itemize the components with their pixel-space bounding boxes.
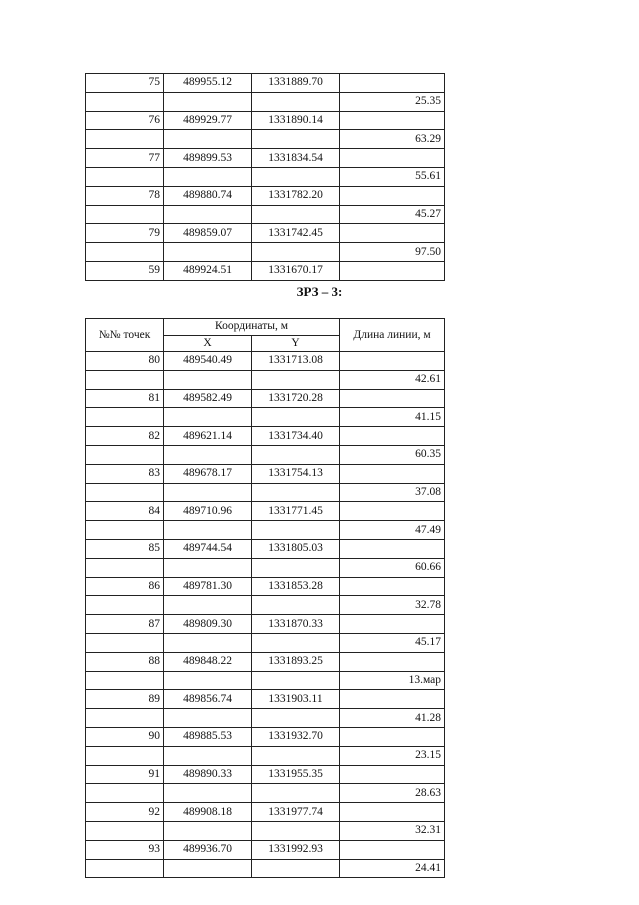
point-row (86, 186, 445, 205)
table-header (86, 319, 445, 352)
line-length-cell: 32.78 (340, 596, 445, 615)
length-row (86, 370, 445, 389)
x-coordinate-cell (164, 596, 252, 615)
y-coordinate-cell: 1331720.28 (252, 389, 340, 408)
length-row (86, 408, 445, 427)
header-points: №№ точек (86, 319, 164, 352)
point-number-cell: 86 (86, 577, 164, 596)
y-coordinate-cell: 1331754.13 (252, 464, 340, 483)
point-number-cell (86, 596, 164, 615)
length-row (86, 596, 445, 615)
header-line-length: Длина линии, м (340, 319, 445, 352)
x-coordinate-cell: 489885.53 (164, 727, 252, 746)
x-coordinate-cell: 489880.74 (164, 186, 252, 205)
y-coordinate-cell (252, 445, 340, 464)
x-coordinate-cell: 489859.07 (164, 224, 252, 243)
point-number-cell (86, 408, 164, 427)
y-coordinate-cell: 1331771.45 (252, 502, 340, 521)
length-row (86, 243, 445, 262)
y-coordinate-cell (252, 483, 340, 502)
point-number-cell: 76 (86, 111, 164, 130)
point-number-cell (86, 92, 164, 111)
y-coordinate-cell: 1331890.14 (252, 111, 340, 130)
line-length-cell: 28.63 (340, 784, 445, 803)
point-number-cell (86, 167, 164, 186)
y-coordinate-cell: 1331889.70 (252, 74, 340, 93)
point-row (86, 652, 445, 671)
x-coordinate-cell: 489582.49 (164, 389, 252, 408)
line-length-cell (340, 261, 445, 280)
x-coordinate-cell: 489924.51 (164, 261, 252, 280)
line-length-cell: 45.17 (340, 633, 445, 652)
point-number-cell: 91 (86, 765, 164, 784)
point-number-cell: 90 (86, 727, 164, 746)
point-number-cell (86, 370, 164, 389)
point-row (86, 502, 445, 521)
length-row (86, 445, 445, 464)
point-number-cell: 59 (86, 261, 164, 280)
x-coordinate-cell (164, 130, 252, 149)
length-row (86, 92, 445, 111)
y-coordinate-cell: 1331853.28 (252, 577, 340, 596)
line-length-cell (340, 149, 445, 168)
x-coordinate-cell (164, 671, 252, 690)
y-coordinate-cell (252, 370, 340, 389)
line-length-cell (340, 502, 445, 521)
point-number-cell (86, 130, 164, 149)
y-coordinate-cell (252, 784, 340, 803)
line-length-cell: 42.61 (340, 370, 445, 389)
point-number-cell: 89 (86, 690, 164, 709)
line-length-cell: 23.15 (340, 746, 445, 765)
y-coordinate-cell (252, 408, 340, 427)
table-body (86, 352, 445, 878)
line-length-cell (340, 427, 445, 446)
y-coordinate-cell: 1331742.45 (252, 224, 340, 243)
point-number-cell (86, 709, 164, 728)
x-coordinate-cell: 489936.70 (164, 840, 252, 859)
header-coordinates: Координаты, м (164, 319, 340, 336)
y-coordinate-cell: 1331893.25 (252, 652, 340, 671)
x-coordinate-cell: 489856.74 (164, 690, 252, 709)
line-length-cell: 24.41 (340, 859, 445, 878)
y-coordinate-cell: 1331992.93 (252, 840, 340, 859)
point-number-cell (86, 784, 164, 803)
y-coordinate-cell: 1331932.70 (252, 727, 340, 746)
section-title: ЗРЗ – 3: (296, 284, 343, 299)
point-number-cell (86, 445, 164, 464)
point-number-cell (86, 521, 164, 540)
point-row (86, 727, 445, 746)
point-row (86, 464, 445, 483)
point-row (86, 427, 445, 446)
point-row (86, 352, 445, 371)
point-number-cell: 93 (86, 840, 164, 859)
x-coordinate-cell (164, 243, 252, 262)
line-length-cell: 41.15 (340, 408, 445, 427)
x-coordinate-cell: 489710.96 (164, 502, 252, 521)
line-length-cell: 55.61 (340, 167, 445, 186)
line-length-cell: 47.49 (340, 521, 445, 540)
x-coordinate-cell (164, 408, 252, 427)
line-length-cell: 60.66 (340, 558, 445, 577)
line-length-cell (340, 224, 445, 243)
line-length-cell (340, 464, 445, 483)
line-length-cell: 63.29 (340, 130, 445, 149)
x-coordinate-cell: 489848.22 (164, 652, 252, 671)
y-coordinate-cell: 1331834.54 (252, 149, 340, 168)
x-coordinate-cell (164, 859, 252, 878)
x-coordinate-cell (164, 167, 252, 186)
point-number-cell: 80 (86, 352, 164, 371)
point-number-cell: 75 (86, 74, 164, 93)
y-coordinate-cell: 1331903.11 (252, 690, 340, 709)
y-coordinate-cell (252, 859, 340, 878)
x-coordinate-cell: 489781.30 (164, 577, 252, 596)
point-number-cell (86, 746, 164, 765)
line-length-cell (340, 803, 445, 822)
y-coordinate-cell (252, 821, 340, 840)
point-number-cell: 88 (86, 652, 164, 671)
length-row (86, 130, 445, 149)
length-row (86, 859, 445, 878)
length-row (86, 784, 445, 803)
y-coordinate-cell (252, 130, 340, 149)
x-coordinate-cell: 489744.54 (164, 539, 252, 558)
line-length-cell (340, 186, 445, 205)
line-length-cell: 13.мар (340, 671, 445, 690)
x-coordinate-cell (164, 483, 252, 502)
point-row (86, 803, 445, 822)
y-coordinate-cell: 1331734.40 (252, 427, 340, 446)
y-coordinate-cell (252, 558, 340, 577)
point-number-cell: 92 (86, 803, 164, 822)
point-number-cell (86, 205, 164, 224)
line-length-cell: 32.31 (340, 821, 445, 840)
x-coordinate-cell (164, 821, 252, 840)
point-number-cell: 77 (86, 149, 164, 168)
y-coordinate-cell (252, 746, 340, 765)
line-length-cell: 41.28 (340, 709, 445, 728)
point-row (86, 765, 445, 784)
point-number-cell: 83 (86, 464, 164, 483)
x-coordinate-cell: 489890.33 (164, 765, 252, 784)
line-length-cell (340, 74, 445, 93)
line-length-cell (340, 727, 445, 746)
point-number-cell (86, 859, 164, 878)
table-body (86, 74, 445, 281)
x-coordinate-cell: 489540.49 (164, 352, 252, 371)
length-row (86, 821, 445, 840)
y-coordinate-cell (252, 521, 340, 540)
coordinates-table-zrz-3 (85, 318, 445, 878)
coordinates-table-continued (85, 73, 445, 281)
point-row (86, 111, 445, 130)
y-coordinate-cell: 1331782.20 (252, 186, 340, 205)
y-coordinate-cell (252, 633, 340, 652)
line-length-cell (340, 840, 445, 859)
x-coordinate-cell: 489899.53 (164, 149, 252, 168)
point-number-cell: 82 (86, 427, 164, 446)
line-length-cell (340, 690, 445, 709)
point-number-cell (86, 633, 164, 652)
line-length-cell: 60.35 (340, 445, 445, 464)
x-coordinate-cell: 489678.17 (164, 464, 252, 483)
point-row (86, 539, 445, 558)
y-coordinate-cell (252, 167, 340, 186)
x-coordinate-cell (164, 521, 252, 540)
x-coordinate-cell (164, 445, 252, 464)
point-row (86, 149, 445, 168)
point-number-cell (86, 821, 164, 840)
x-coordinate-cell (164, 746, 252, 765)
point-row (86, 261, 445, 280)
y-coordinate-cell (252, 92, 340, 111)
length-row (86, 709, 445, 728)
point-number-cell: 84 (86, 502, 164, 521)
point-number-cell: 81 (86, 389, 164, 408)
y-coordinate-cell: 1331670.17 (252, 261, 340, 280)
line-length-cell (340, 615, 445, 634)
header-x: X (164, 335, 252, 352)
x-coordinate-cell: 489955.12 (164, 74, 252, 93)
line-length-cell (340, 389, 445, 408)
point-number-cell: 85 (86, 539, 164, 558)
point-number-cell: 78 (86, 186, 164, 205)
y-coordinate-cell: 1331870.33 (252, 615, 340, 634)
x-coordinate-cell (164, 709, 252, 728)
y-coordinate-cell (252, 709, 340, 728)
line-length-cell: 37.08 (340, 483, 445, 502)
x-coordinate-cell (164, 784, 252, 803)
x-coordinate-cell (164, 92, 252, 111)
line-length-cell (340, 111, 445, 130)
point-number-cell (86, 243, 164, 262)
x-coordinate-cell (164, 558, 252, 577)
y-coordinate-cell (252, 596, 340, 615)
line-length-cell: 45.27 (340, 205, 445, 224)
length-row (86, 167, 445, 186)
y-coordinate-cell (252, 205, 340, 224)
point-row (86, 74, 445, 93)
point-row (86, 389, 445, 408)
line-length-cell (340, 539, 445, 558)
length-row (86, 205, 445, 224)
y-coordinate-cell: 1331955.35 (252, 765, 340, 784)
x-coordinate-cell: 489908.18 (164, 803, 252, 822)
y-coordinate-cell: 1331713.08 (252, 352, 340, 371)
y-coordinate-cell: 1331977.74 (252, 803, 340, 822)
length-row (86, 671, 445, 690)
x-coordinate-cell (164, 370, 252, 389)
line-length-cell: 97.50 (340, 243, 445, 262)
x-coordinate-cell (164, 633, 252, 652)
point-row (86, 840, 445, 859)
header-y: Y (252, 335, 340, 352)
point-row (86, 224, 445, 243)
point-number-cell (86, 483, 164, 502)
length-row (86, 633, 445, 652)
point-row (86, 615, 445, 634)
length-row (86, 521, 445, 540)
point-number-cell: 87 (86, 615, 164, 634)
point-number-cell (86, 558, 164, 577)
line-length-cell (340, 352, 445, 371)
line-length-cell: 25.35 (340, 92, 445, 111)
x-coordinate-cell: 489621.14 (164, 427, 252, 446)
x-coordinate-cell (164, 205, 252, 224)
y-coordinate-cell (252, 243, 340, 262)
y-coordinate-cell: 1331805.03 (252, 539, 340, 558)
point-row (86, 690, 445, 709)
y-coordinate-cell (252, 671, 340, 690)
length-row (86, 558, 445, 577)
line-length-cell (340, 765, 445, 784)
point-number-cell: 79 (86, 224, 164, 243)
line-length-cell (340, 652, 445, 671)
length-row (86, 483, 445, 502)
line-length-cell (340, 577, 445, 596)
point-number-cell (86, 671, 164, 690)
x-coordinate-cell: 489809.30 (164, 615, 252, 634)
point-row (86, 577, 445, 596)
length-row (86, 746, 445, 765)
x-coordinate-cell: 489929.77 (164, 111, 252, 130)
